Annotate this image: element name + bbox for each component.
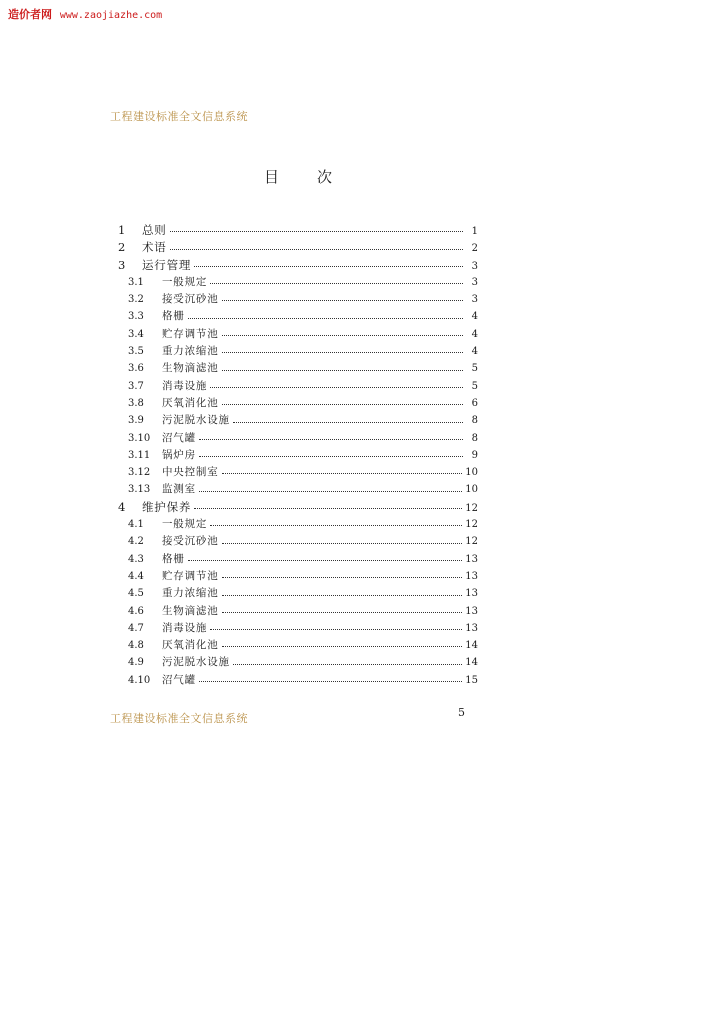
toc-entry-number: 3.13 xyxy=(128,484,151,496)
toc-entry-number: 4.9 xyxy=(128,657,144,669)
toc-leader-dots xyxy=(170,231,463,232)
toc-entry-number: 4.8 xyxy=(128,640,144,652)
toc-entry-title: 贮存调节池 xyxy=(162,327,219,340)
toc-entry-title: 接受沉砂池 xyxy=(162,535,219,548)
toc-leader-dots xyxy=(199,439,463,440)
toc-entry-page: 5 xyxy=(471,363,478,375)
toc-entry-page: 1 xyxy=(471,226,478,237)
toc-entry xyxy=(112,568,478,585)
toc-leader-dots xyxy=(210,387,463,388)
toc-entry-title: 总则 xyxy=(142,223,167,237)
toc-entry-number: 4.3 xyxy=(128,553,144,565)
watermark-brand: 造价者网 xyxy=(8,8,52,21)
toc-leader-dots xyxy=(222,335,464,336)
toc-entry-title: 维护保养 xyxy=(142,499,192,514)
toc-entry-number: 3.4 xyxy=(128,328,144,340)
toc-entry-page: 5 xyxy=(471,380,478,392)
toc-entry-title: 锅炉房 xyxy=(162,448,196,461)
toc-title-right: 次 xyxy=(317,168,333,186)
footer-mark: 工程建设标准全文信息系统 xyxy=(110,712,248,725)
toc-entry xyxy=(112,274,478,291)
toc-entry-title: 监测室 xyxy=(162,483,196,496)
toc-entry-number: 3.9 xyxy=(128,415,144,427)
toc-entry-title: 重力浓缩池 xyxy=(162,345,219,358)
toc-entry-number: 3.10 xyxy=(128,432,151,444)
toc-entry-number: 3 xyxy=(118,257,126,272)
toc-leader-dots xyxy=(222,352,464,353)
toc-leader-dots xyxy=(222,370,464,371)
watermark-site: www.zaojiazhe.com xyxy=(59,10,163,21)
toc-entry-title: 中央控制室 xyxy=(162,466,219,479)
toc-entry xyxy=(112,516,478,533)
toc-leader-dots xyxy=(210,283,463,284)
toc-leader-dots xyxy=(222,612,463,613)
toc-entry-page: 13 xyxy=(465,605,478,617)
toc-entry xyxy=(112,222,478,239)
toc-entry-title: 污泥脱水设施 xyxy=(162,414,230,427)
toc-entry-page: 3 xyxy=(471,294,478,306)
toc-leader-dots xyxy=(233,422,463,423)
toc-entry-number: 3.1 xyxy=(128,276,144,288)
toc-leader-dots xyxy=(210,629,462,630)
toc-leader-dots xyxy=(188,318,463,319)
header-mark: 工程建设标准全文信息系统 xyxy=(110,110,248,123)
toc-entry xyxy=(112,412,478,429)
toc-entry-title: 污泥脱水设施 xyxy=(162,656,230,669)
toc-leader-dots xyxy=(199,491,462,492)
toc-entry-page: 13 xyxy=(465,622,478,634)
table-of-contents xyxy=(112,222,478,689)
toc-leader-dots xyxy=(222,646,463,647)
toc-entry-page: 4 xyxy=(471,328,478,340)
toc-entry-page: 8 xyxy=(471,415,478,427)
toc-leader-dots xyxy=(222,404,464,405)
site-watermark xyxy=(8,6,162,22)
toc-entry-title: 消毒设施 xyxy=(162,621,208,634)
toc-leader-dots xyxy=(199,456,463,457)
toc-entry xyxy=(112,603,478,620)
toc-entry xyxy=(112,637,478,654)
toc-title-left: 目 xyxy=(264,168,280,186)
toc-entry-number: 3.2 xyxy=(128,294,144,306)
toc-entry-page: 3 xyxy=(471,260,478,272)
toc-entry xyxy=(112,499,478,516)
toc-entry-title: 消毒设施 xyxy=(162,379,208,392)
toc-leader-dots xyxy=(210,525,462,526)
toc-entry-page: 4 xyxy=(471,311,478,323)
toc-entry-number: 4.6 xyxy=(128,605,144,617)
toc-entry xyxy=(112,481,478,498)
toc-entry-page: 14 xyxy=(465,640,478,652)
toc-entry-page: 2 xyxy=(471,243,478,255)
toc-entry xyxy=(112,395,478,412)
toc-entry-title: 沼气罐 xyxy=(162,673,196,686)
toc-entry xyxy=(112,620,478,637)
toc-entry-number: 3.3 xyxy=(128,311,144,323)
toc-entry xyxy=(112,533,478,550)
toc-title xyxy=(264,166,332,187)
toc-entry-page: 12 xyxy=(465,536,478,548)
toc-entry-number: 3.6 xyxy=(128,363,144,375)
toc-entry-page: 12 xyxy=(465,519,478,531)
toc-entry xyxy=(112,551,478,568)
toc-leader-dots xyxy=(170,249,463,250)
toc-leader-dots xyxy=(194,266,463,267)
toc-entry-number: 3.5 xyxy=(128,346,144,358)
toc-entry-number: 4.4 xyxy=(128,570,144,582)
toc-entry-title: 运行管理 xyxy=(142,257,192,272)
toc-leader-dots xyxy=(222,595,463,596)
toc-entry xyxy=(112,257,478,274)
toc-leader-dots xyxy=(222,577,463,578)
toc-entry-number: 4.7 xyxy=(128,622,144,634)
toc-entry-page: 6 xyxy=(471,397,478,409)
toc-entry-number: 3.12 xyxy=(128,467,151,479)
toc-leader-dots xyxy=(188,560,463,561)
toc-entry xyxy=(112,360,478,377)
toc-leader-dots xyxy=(222,543,463,544)
toc-entry xyxy=(112,291,478,308)
toc-entry-title: 一般规定 xyxy=(162,275,208,288)
toc-entry-title: 格栅 xyxy=(162,552,185,565)
toc-entry xyxy=(112,585,478,602)
toc-entry-title: 沼气罐 xyxy=(162,431,196,444)
toc-entry-number: 3.7 xyxy=(128,380,144,392)
toc-entry xyxy=(112,464,478,481)
toc-entry-title: 一般规定 xyxy=(162,518,208,531)
toc-entry-page: 9 xyxy=(471,449,478,461)
toc-entry-number: 4.5 xyxy=(128,588,144,600)
toc-entry xyxy=(112,430,478,447)
toc-entry xyxy=(112,654,478,671)
toc-entry-title: 术语 xyxy=(142,240,167,255)
toc-leader-dots xyxy=(222,473,463,474)
toc-entry-number: 2 xyxy=(118,240,126,255)
toc-entry-number: 4.1 xyxy=(128,519,144,531)
toc-entry-title: 贮存调节池 xyxy=(162,569,219,582)
toc-entry-number: 4.2 xyxy=(128,536,144,548)
toc-entry-page: 13 xyxy=(465,553,478,565)
toc-entry xyxy=(112,378,478,395)
toc-entry-page: 10 xyxy=(465,467,478,479)
toc-entry-title: 生物滴滤池 xyxy=(162,604,219,617)
toc-entry-page: 15 xyxy=(465,674,478,686)
toc-entry xyxy=(112,447,478,464)
toc-entry xyxy=(112,343,478,360)
toc-leader-dots xyxy=(222,300,464,301)
toc-entry-number: 4 xyxy=(118,499,126,514)
toc-entry-page: 4 xyxy=(471,346,478,358)
toc-entry xyxy=(112,672,478,689)
toc-entry-title: 接受沉砂池 xyxy=(162,293,219,306)
toc-entry-title: 厌氧消化池 xyxy=(162,639,219,652)
toc-entry-page: 14 xyxy=(465,657,478,669)
toc-entry xyxy=(112,308,478,325)
toc-entry-number: 1 xyxy=(118,223,126,237)
toc-entry xyxy=(112,239,478,256)
toc-entry-number: 4.10 xyxy=(128,674,151,686)
page-number: 5 xyxy=(458,706,465,719)
toc-entry-page: 13 xyxy=(465,588,478,600)
toc-entry-title: 重力浓缩池 xyxy=(162,587,219,600)
toc-entry-number: 3.11 xyxy=(128,449,151,461)
toc-entry-title: 格栅 xyxy=(162,310,185,323)
toc-entry-title: 生物滴滤池 xyxy=(162,362,219,375)
toc-entry-number: 3.8 xyxy=(128,397,144,409)
toc-entry-page: 12 xyxy=(465,502,478,514)
toc-entry-title: 厌氧消化池 xyxy=(162,396,219,409)
toc-entry-page: 3 xyxy=(471,276,478,288)
toc-entry-page: 8 xyxy=(471,432,478,444)
toc-leader-dots xyxy=(233,664,462,665)
toc-entry xyxy=(112,326,478,343)
toc-leader-dots xyxy=(199,681,462,682)
toc-leader-dots xyxy=(194,508,462,509)
toc-entry-page: 13 xyxy=(465,570,478,582)
toc-entry-page: 10 xyxy=(465,484,478,496)
